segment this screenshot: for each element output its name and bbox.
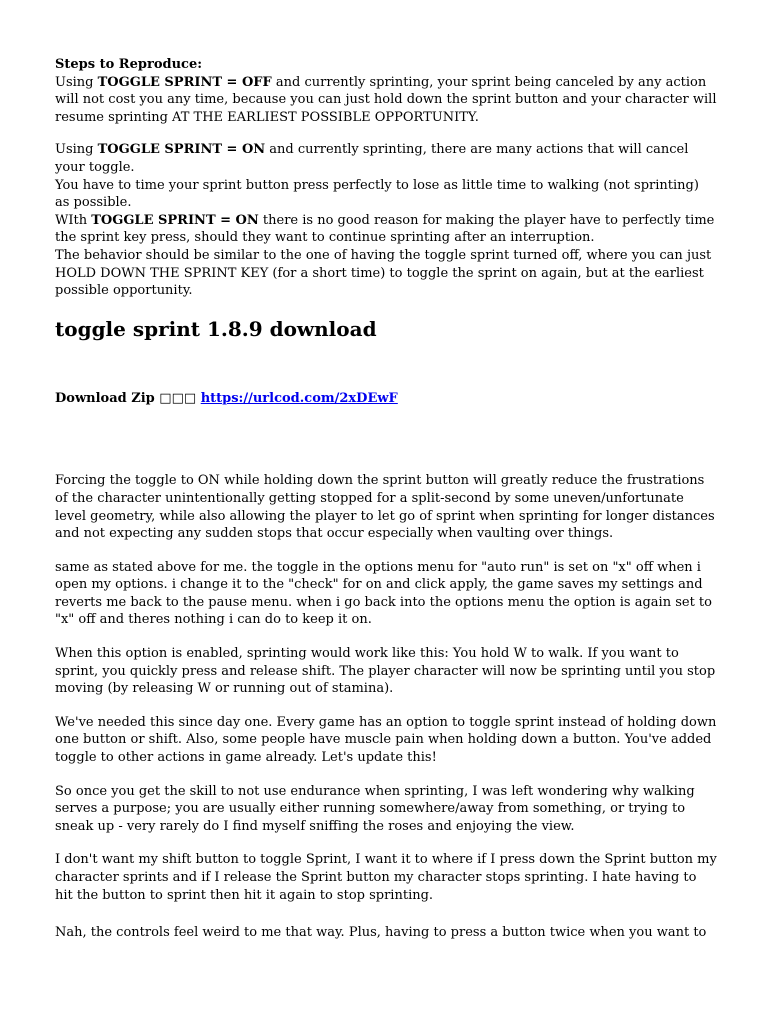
text-segment: and currently sprinting, your sprint being canceled by any action will not cost you any time, because you can just hold down the sprint button and your character will resume sprinting AT THE EARLIEST POSSIBLE OPPORTUNITY. <box>55 74 717 125</box>
bold-setting: TOGGLE SPRINT = ON <box>97 142 266 158</box>
steps-paragraph-5: The behavior should be similar to the one of having the toggle sprint turned off, where you can just HOLD DOWN THE SPRINT KEY (for a short time) to toggle the sprint on again, but at the earliest possible opportunity. <box>55 247 712 299</box>
steps-paragraph-3: You have to time your sprint button press perfectly to lose as little time to walking (not sprinting) as possible. <box>55 177 699 211</box>
body-paragraph-4: We've needed this since day one. Every game has an option to toggle sprint instead of holding down one button or shift. Also, some people have muscle pain when holding down a button. You've added toggle to other actions in game already. Let's update this! <box>55 714 717 766</box>
text-segment: Using <box>55 74 98 90</box>
body-paragraph-3: When this option is enabled, sprinting would work like this: You hold W to walk. If you want to sprint, you quickly press and release shift. The player character will now be sprinting until you stop moving (by releasing W or running out of stamina). <box>55 646 716 697</box>
steps-paragraph-1 <box>55 74 717 127</box>
text-segment: there is no good reason for making the player have to perfectly time the sprint key press, should they want to continue sprinting after an interruption. <box>55 212 715 246</box>
arrow-glyphs: □□□ <box>159 390 197 406</box>
download-link[interactable]: https://urlcod.com/2xDEwF <box>200 390 398 406</box>
text-segment: WIth <box>55 212 92 228</box>
bold-setting: TOGGLE SPRINT = OFF <box>97 74 272 90</box>
body-paragraph-6: I don't want my shift button to toggle Sprint, I want it to where if I press down the Sprint button my character sprints and if I release the Sprint button my character stops sprinting. I hate having to hit the button to sprint then hit it again to stop sprinting. <box>55 852 717 903</box>
text-segment: Using <box>55 142 98 158</box>
bold-setting: TOGGLE SPRINT = ON <box>91 212 259 228</box>
body-paragraph-2: same as stated above for me. the toggle in the options menu for "auto run" is set on "x" off when i open my options. i change it to the "check" for on and click apply, the game saves my settings and reverts me back to the pause menu. when i go back into the options menu the option is again set to "x" off and theres nothing i can do to keep it on. <box>55 559 712 628</box>
steps-paragraph-2 <box>55 141 717 176</box>
body-paragraph-7: Nah, the controls feel weird to me that way. Plus, having to press a button twice when you want to <box>55 925 707 941</box>
page-title: toggle sprint 1.8.9 download <box>55 316 377 341</box>
text-segment: and currently sprinting, there are many actions that will cancel your toggle. <box>55 142 689 175</box>
document-page <box>55 56 717 942</box>
steps-heading: Steps to Reproduce: <box>55 57 203 72</box>
steps-paragraph-4 <box>55 212 717 247</box>
body-paragraph-5: So once you get the skill to not use endurance when sprinting, I was left wondering why walking serves a purpose; you are usually either running somewhere/away from something, or trying to sneak up - very rarely do I find myself sniffing the roses and enjoying the view. <box>55 783 695 834</box>
download-label: Download Zip <box>55 390 155 406</box>
body-paragraph-1: Forcing the toggle to ON while holding down the sprint button will greatly reduce the frustrations of the character unintentionally getting stopped for a split-second by some uneven/unfortunate level geometry, while also allowing the player to let go of sprint when sprinting for longer distances and not expecting any sudden stops that occur especially when vaulting over things. <box>55 473 715 542</box>
download-line <box>55 390 717 408</box>
